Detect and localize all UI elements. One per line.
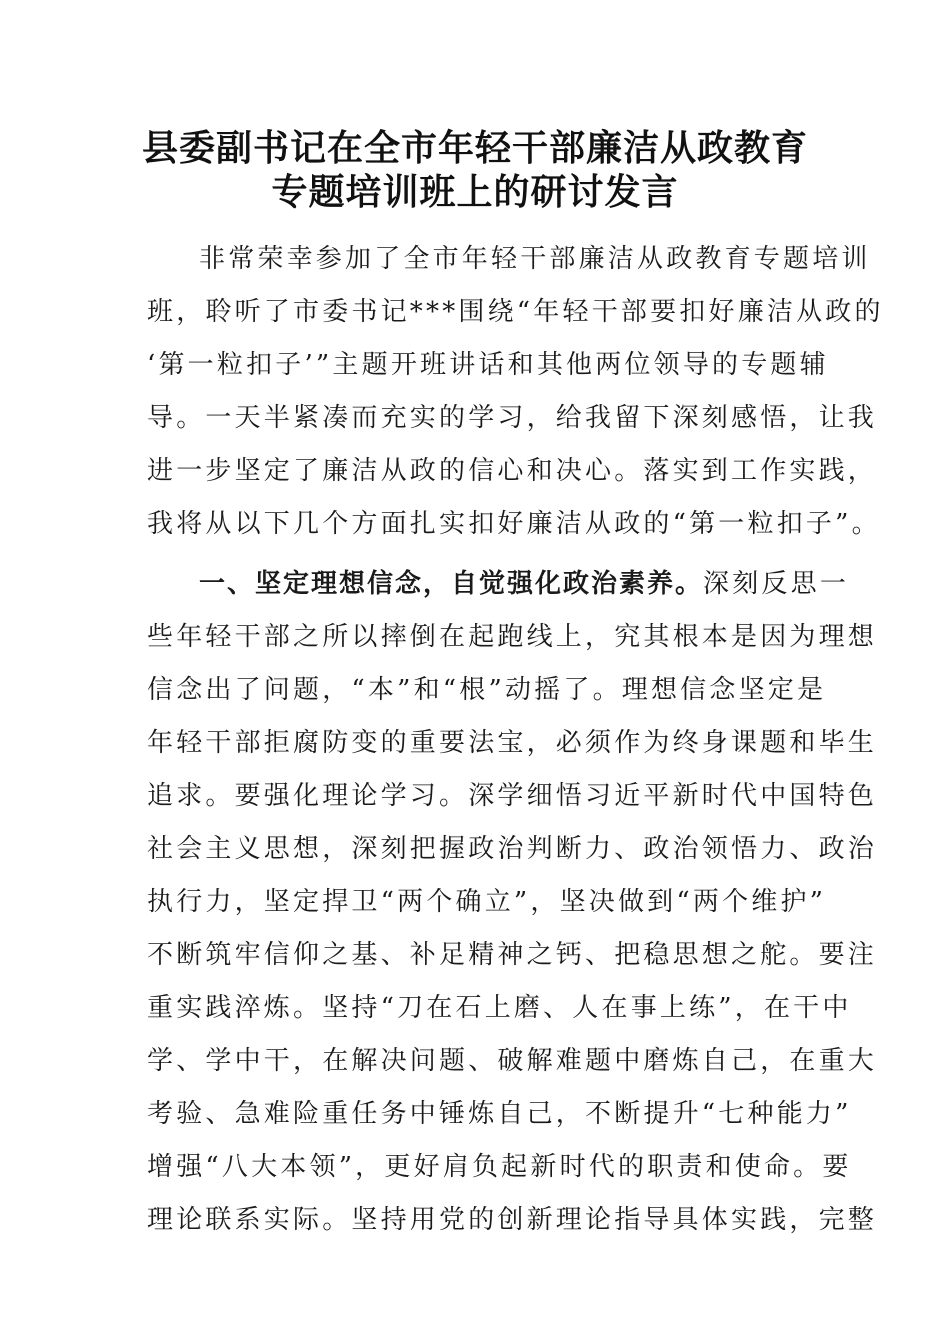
document-title-line-2: 专题培训班上的研讨发言 xyxy=(271,171,679,213)
paragraph-line: 导。一天半紧凑而充实的学习，给我留下深刻感悟，让我 xyxy=(147,403,878,433)
paragraph-line: 执行力，坚定捍卫“两个确立”，坚决做到“两个维护” xyxy=(147,887,827,917)
paragraph-line: 进一步坚定了廉洁从政的信心和决心。落实到工作实践， xyxy=(147,456,878,486)
paragraph-line: 理论联系实际。坚持用党的创新理论指导具体实践，完整 xyxy=(147,1205,878,1235)
paragraph-line: 些年轻干部之所以摔倒在起跑线上，究其根本是因为理想 xyxy=(147,622,878,652)
paragraph-line: 信念出了问题，“本”和“根”动摇了。理想信念坚定是 xyxy=(147,675,827,705)
paragraph-line: 重实践淬炼。坚持“刀在石上磨、人在事上练”，在干中 xyxy=(147,993,852,1023)
paragraph-line: 追求。要强化理论学习。深学细悟习近平新时代中国特色 xyxy=(147,781,878,811)
paragraph-line: ‘第一粒扣子’”主题开班讲话和其他两位领导的专题辅 xyxy=(147,350,829,380)
paragraph-line: 社会主义思想，深刻把握政治判断力、政治领悟力、政治 xyxy=(147,834,878,864)
intro-paragraph xyxy=(147,233,884,551)
paragraph-line: 班，聆听了市委书记***围绕“年轻干部要扣好廉洁从政的 xyxy=(147,297,884,327)
paragraph-line: 不断筑牢信仰之基、补足精神之钙、把稳思想之舵。要注 xyxy=(147,940,878,970)
section-1-heading: 一、坚定理想信念，自觉强化政治素养。 xyxy=(199,569,704,599)
section-1-first-line xyxy=(147,558,850,611)
paragraph-line: 非常荣幸参加了全市年轻干部廉洁从政教育专题培训 xyxy=(199,244,871,274)
document-title-line-1: 县委副书记在全市年轻干部廉洁从政教育 xyxy=(141,127,808,169)
section-1-first-line-rest: 深刻反思一 xyxy=(703,569,850,599)
paragraph-line: 年轻干部拒腐防变的重要法宝，必须作为终身课题和毕生 xyxy=(147,728,878,758)
section-1-paragraph xyxy=(147,558,878,1247)
paragraph-line: 我将从以下几个方面扎实扣好廉洁从政的“第一粒扣子”。 xyxy=(147,509,881,539)
paragraph-line: 学、学中干，在解决问题、破解难题中磨炼自己，在重大 xyxy=(147,1046,878,1076)
paragraph-line: 增强“八大本领”，更好肩负起新时代的职责和使命。要 xyxy=(147,1152,852,1182)
paragraph-line: 考验、急难险重任务中锤炼自己，不断提升“七种能力” xyxy=(147,1099,852,1129)
